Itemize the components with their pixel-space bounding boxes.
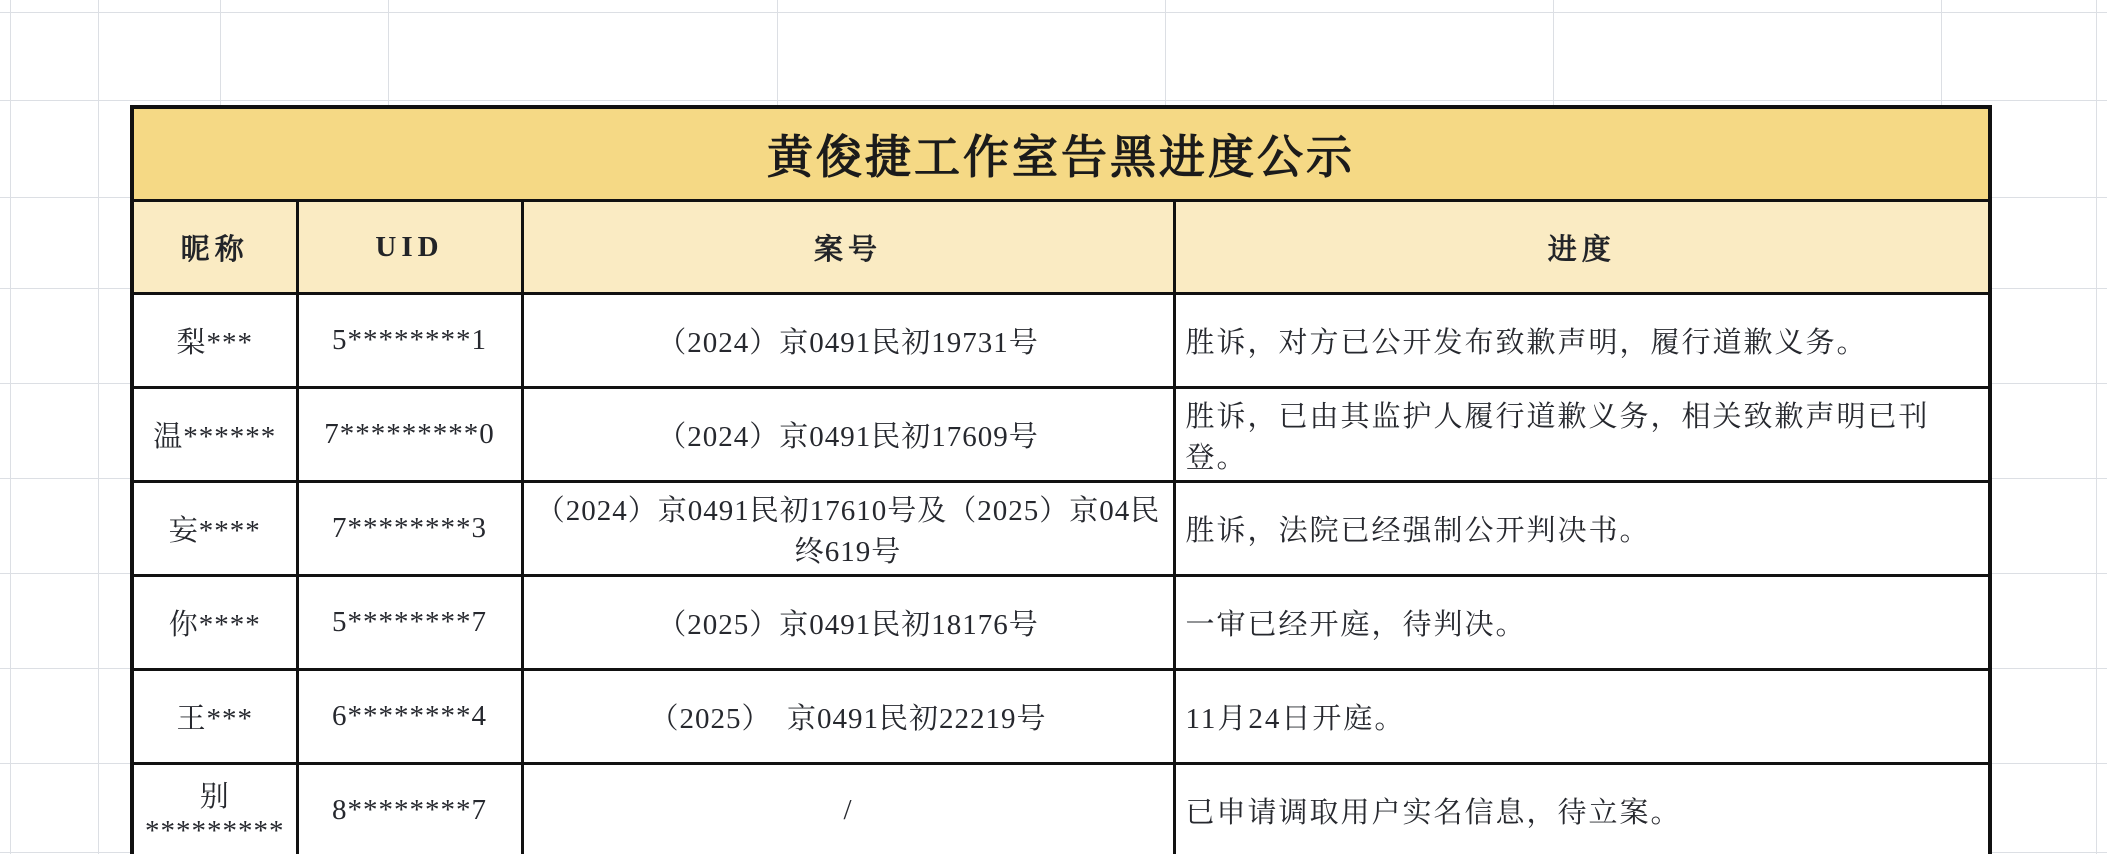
cell-nickname[interactable]: 别********* xyxy=(132,764,297,854)
gridline xyxy=(0,100,2107,101)
cell-uid[interactable]: 8********7 xyxy=(297,764,522,854)
cell-uid[interactable]: 6********4 xyxy=(297,670,522,764)
table-header-row xyxy=(132,201,1990,294)
table-title-row xyxy=(132,107,1990,201)
cell-progress[interactable]: 胜诉，对方已公开发布致歉声明，履行道歉义务。 xyxy=(1174,294,1990,388)
header-case-no[interactable]: 案号 xyxy=(522,201,1174,294)
gridline xyxy=(98,0,99,854)
cell-progress[interactable]: 11月24日开庭。 xyxy=(1174,670,1990,764)
cell-case-no[interactable]: （2024）京0491民初17610号及（2025）京04民终619号 xyxy=(522,482,1174,576)
cell-case-no[interactable]: （2025）京0491民初18176号 xyxy=(522,576,1174,670)
table-row xyxy=(132,388,1990,482)
gridline xyxy=(2096,0,2097,854)
table-row xyxy=(132,670,1990,764)
cell-progress[interactable]: 胜诉，法院已经强制公开判决书。 xyxy=(1174,482,1990,576)
table-title[interactable]: 黄俊捷工作室告黑进度公示 xyxy=(132,107,1990,201)
gridline xyxy=(10,0,11,854)
progress-table xyxy=(130,105,1992,854)
cell-nickname[interactable]: 温****** xyxy=(132,388,297,482)
header-uid[interactable]: UID xyxy=(297,201,522,294)
cell-uid[interactable]: 7*********0 xyxy=(297,388,522,482)
cell-nickname[interactable]: 王*** xyxy=(132,670,297,764)
cell-nickname[interactable]: 你**** xyxy=(132,576,297,670)
table-row xyxy=(132,482,1990,576)
cell-nickname[interactable]: 梨*** xyxy=(132,294,297,388)
cell-progress[interactable]: 胜诉，已由其监护人履行道歉义务，相关致歉声明已刊登。 xyxy=(1174,388,1990,482)
cell-progress[interactable]: 已申请调取用户实名信息，待立案。 xyxy=(1174,764,1990,854)
cell-nickname[interactable]: 妄**** xyxy=(132,482,297,576)
cell-progress[interactable]: 一审已经开庭，待判决。 xyxy=(1174,576,1990,670)
gridline xyxy=(0,12,2107,13)
header-nickname[interactable]: 昵称 xyxy=(132,201,297,294)
table-row xyxy=(132,576,1990,670)
cell-case-no[interactable]: / xyxy=(522,764,1174,854)
table-row xyxy=(132,764,1990,854)
table-row xyxy=(132,294,1990,388)
header-progress[interactable]: 进度 xyxy=(1174,201,1990,294)
cell-case-no[interactable]: （2025） 京0491民初22219号 xyxy=(522,670,1174,764)
cell-uid[interactable]: 7********3 xyxy=(297,482,522,576)
cell-case-no[interactable]: （2024）京0491民初19731号 xyxy=(522,294,1174,388)
cell-uid[interactable]: 5********1 xyxy=(297,294,522,388)
cell-uid[interactable]: 5********7 xyxy=(297,576,522,670)
cell-case-no[interactable]: （2024）京0491民初17609号 xyxy=(522,388,1174,482)
